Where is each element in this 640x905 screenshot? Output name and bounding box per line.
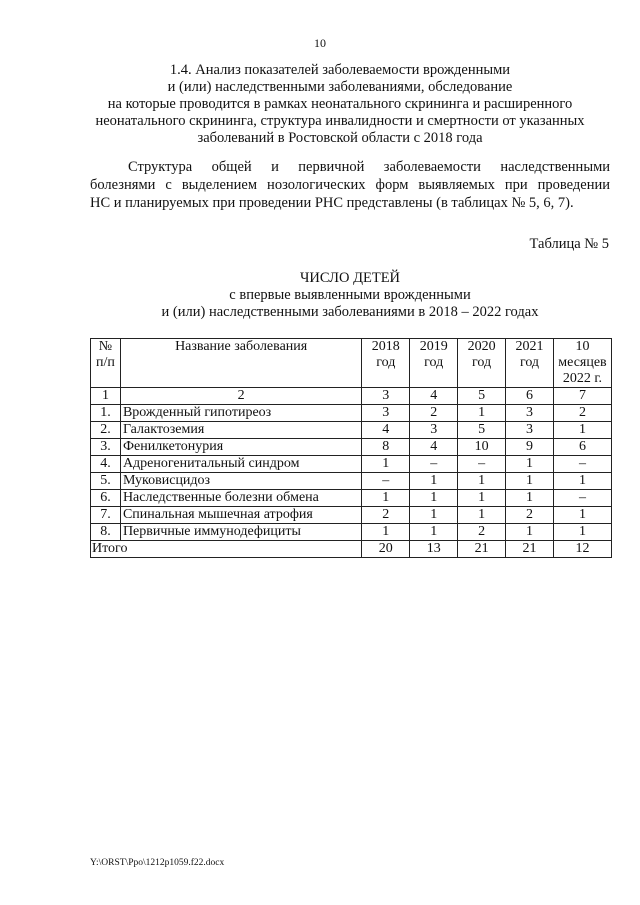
- disease-name: Врожденный гипотиреоз: [120, 405, 361, 422]
- table-header-row: [91, 339, 612, 388]
- column-number-row: [91, 388, 612, 405]
- header-2022: 10 месяцев 2022 г.: [553, 339, 611, 388]
- value-2021: 3: [506, 422, 554, 439]
- header-num: № п/п: [91, 339, 121, 388]
- col-number: 6: [506, 388, 554, 405]
- header-2019: 2019 год: [410, 339, 458, 388]
- section-heading-line: 1.4. Анализ показателей заболеваемости врожденными: [169, 62, 511, 78]
- value-2021: 1: [506, 456, 554, 473]
- value-2021: 2: [506, 507, 554, 524]
- value-2020: 1: [458, 405, 506, 422]
- disease-table: [90, 338, 612, 558]
- total-2022: 12: [553, 541, 611, 558]
- value-2018: 4: [362, 422, 410, 439]
- table-row: [91, 439, 612, 456]
- table-title: [90, 270, 610, 321]
- value-2021: 3: [506, 405, 554, 422]
- header-2018: 2018 год: [362, 339, 410, 388]
- total-2021: 21: [506, 541, 554, 558]
- value-2018: 1: [362, 456, 410, 473]
- disease-name: Первичные иммунодефициты: [120, 524, 361, 541]
- value-2022: –: [553, 456, 611, 473]
- value-2022: 2: [553, 405, 611, 422]
- value-2021: 1: [506, 524, 554, 541]
- table-title-line: с впервые выявленными врожденными: [229, 287, 471, 303]
- value-2020: –: [458, 456, 506, 473]
- value-2021: 9: [506, 439, 554, 456]
- col-number: 4: [410, 388, 458, 405]
- row-number: 3.: [91, 439, 121, 456]
- total-label: Итого: [91, 541, 362, 558]
- value-2022: 1: [553, 524, 611, 541]
- value-2021: 1: [506, 473, 554, 490]
- row-number: 2.: [91, 422, 121, 439]
- value-2018: 1: [362, 524, 410, 541]
- section-heading-line: и (или) наследственными заболеваниями, обследование: [167, 79, 513, 95]
- section-heading-line: неонатального скрининга, структура инвалидности и смертности от указанных: [95, 113, 585, 129]
- disease-name: Муковисцидоз: [120, 473, 361, 490]
- value-2020: 1: [458, 507, 506, 524]
- value-2019: 2: [410, 405, 458, 422]
- row-number: 4.: [91, 456, 121, 473]
- intro-line: болезнями с выделением нозологических форм выявляемых при проведении: [90, 177, 610, 193]
- disease-name: Спинальная мышечная атрофия: [120, 507, 361, 524]
- value-2018: 8: [362, 439, 410, 456]
- col-number: 3: [362, 388, 410, 405]
- intro-line: Структура общей и первичной заболеваемости наследственными: [128, 159, 610, 175]
- intro-paragraph: [90, 158, 610, 212]
- col-number: 7: [553, 388, 611, 405]
- value-2019: 3: [410, 422, 458, 439]
- row-number: 5.: [91, 473, 121, 490]
- disease-name: Адреногенитальный синдром: [120, 456, 361, 473]
- value-2020: 1: [458, 490, 506, 507]
- header-2020: 2020 год: [458, 339, 506, 388]
- value-2022: –: [553, 490, 611, 507]
- section-heading-line: заболеваний в Ростовской области с 2018 года: [197, 130, 483, 146]
- table-label: Таблица № 5: [529, 236, 609, 252]
- row-number: 7.: [91, 507, 121, 524]
- value-2019: 1: [410, 524, 458, 541]
- value-2018: 1: [362, 490, 410, 507]
- value-2019: 1: [410, 507, 458, 524]
- disease-name: Галактоземия: [120, 422, 361, 439]
- col-number: 2: [120, 388, 361, 405]
- file-path-footer: Y:\ORST\Ppo\1212p1059.f22.docx: [90, 858, 225, 868]
- section-heading-line: на которые проводится в рамках неонатального скрининга и расширенного: [107, 96, 573, 112]
- col-number: 5: [458, 388, 506, 405]
- total-row: [91, 541, 612, 558]
- disease-name: Фенилкетонурия: [120, 439, 361, 456]
- value-2019: 1: [410, 473, 458, 490]
- header-name: Название заболевания: [120, 339, 361, 388]
- table-row: [91, 507, 612, 524]
- value-2019: 4: [410, 439, 458, 456]
- total-2020: 21: [458, 541, 506, 558]
- col-number: 1: [91, 388, 121, 405]
- value-2018: 2: [362, 507, 410, 524]
- value-2022: 1: [553, 422, 611, 439]
- row-number: 8.: [91, 524, 121, 541]
- value-2018: 3: [362, 405, 410, 422]
- value-2022: 1: [553, 473, 611, 490]
- table-row: [91, 524, 612, 541]
- header-2021: 2021 год: [506, 339, 554, 388]
- value-2022: 6: [553, 439, 611, 456]
- value-2020: 1: [458, 473, 506, 490]
- section-heading: [70, 62, 610, 147]
- table-row: [91, 490, 612, 507]
- row-number: 1.: [91, 405, 121, 422]
- value-2018: –: [362, 473, 410, 490]
- value-2019: –: [410, 456, 458, 473]
- value-2021: 1: [506, 490, 554, 507]
- table-row: [91, 473, 612, 490]
- table-row: [91, 422, 612, 439]
- total-2019: 13: [410, 541, 458, 558]
- table-row: [91, 456, 612, 473]
- table-row: [91, 405, 612, 422]
- value-2019: 1: [410, 490, 458, 507]
- intro-line: НС и планируемых при проведении РНС представлены (в таблицах № 5, 6, 7).: [90, 195, 574, 211]
- table-title-line: и (или) наследственными заболеваниями в 2018 – 2022 годах: [161, 304, 539, 320]
- row-number: 6.: [91, 490, 121, 507]
- table-title-main: ЧИСЛО ДЕТЕЙ: [299, 270, 401, 286]
- value-2022: 1: [553, 507, 611, 524]
- total-2018: 20: [362, 541, 410, 558]
- value-2020: 5: [458, 422, 506, 439]
- page-number: 10: [314, 36, 326, 50]
- disease-name: Наследственные болезни обмена: [120, 490, 361, 507]
- value-2020: 2: [458, 524, 506, 541]
- value-2020: 10: [458, 439, 506, 456]
